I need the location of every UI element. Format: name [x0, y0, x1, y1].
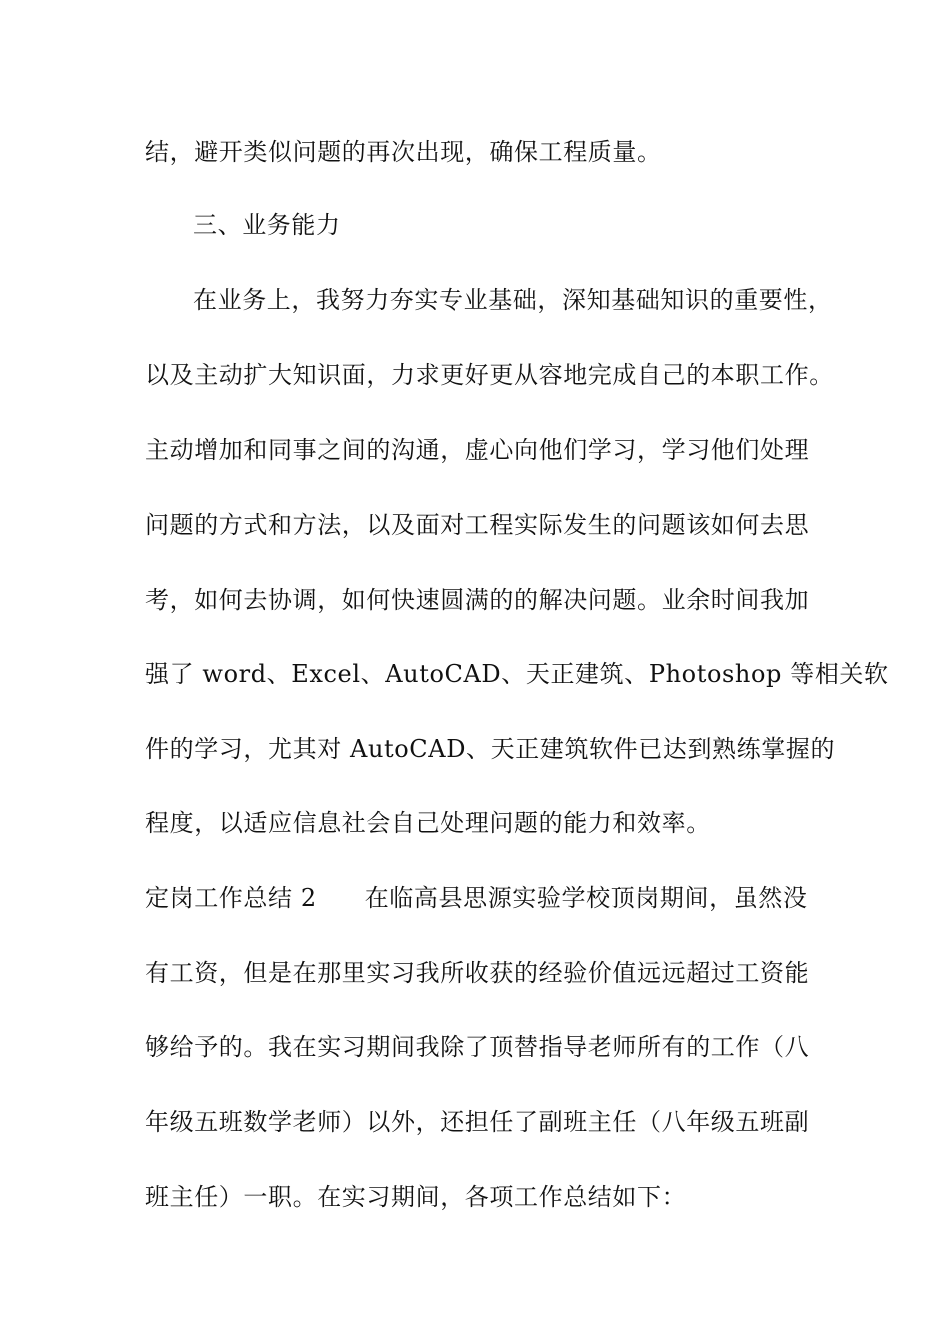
section-title: 定岗工作总结 2: [145, 884, 317, 912]
paragraph-line: 问题的方式和方法，以及面对工程实际发生的问题该如何去思: [145, 511, 810, 539]
paragraph-line: 考，如何去协调，如何快速圆满的的解决问题。业余时间我加: [145, 586, 810, 614]
section-heading: 三、业务能力: [193, 211, 341, 239]
section-first-text: 在临高县思源实验学校顶岗期间，虽然没: [364, 884, 808, 912]
paragraph-line: 以及主动扩大知识面，力求更好更从容地完成自己的本职工作。: [145, 361, 834, 389]
paragraph-line: 主动增加和同事之间的沟通，虚心向他们学习，学习他们处理: [145, 436, 810, 464]
paragraph-line: 件的学习，尤其对 AutoCAD、天正建筑软件已达到熟练掌握的: [145, 735, 836, 763]
paragraph-line: 班主任）一职。在实习期间，各项工作总结如下：: [145, 1183, 687, 1211]
paragraph-line: 够给予的。我在实习期间我除了顶替指导老师所有的工作（八: [145, 1033, 810, 1061]
paragraph-line: 年级五班数学老师）以外，还担任了副班主任（八年级五班副: [145, 1108, 810, 1136]
paragraph-line: 结，避开类似问题的再次出现，确保工程质量。: [145, 138, 662, 166]
paragraph-line: 程度，以适应信息社会自己处理问题的能力和效率。: [145, 809, 711, 837]
paragraph-line: 强了 word、Excel、AutoCAD、天正建筑、Photoshop 等相关软: [145, 660, 889, 688]
paragraph-line: 有工资，但是在那里实习我所收获的经验价值远远超过工资能: [145, 959, 810, 987]
paragraph-line: 在业务上，我努力夯实专业基础，深知基础知识的重要性，: [193, 286, 833, 314]
section-start-line: [145, 883, 808, 913]
